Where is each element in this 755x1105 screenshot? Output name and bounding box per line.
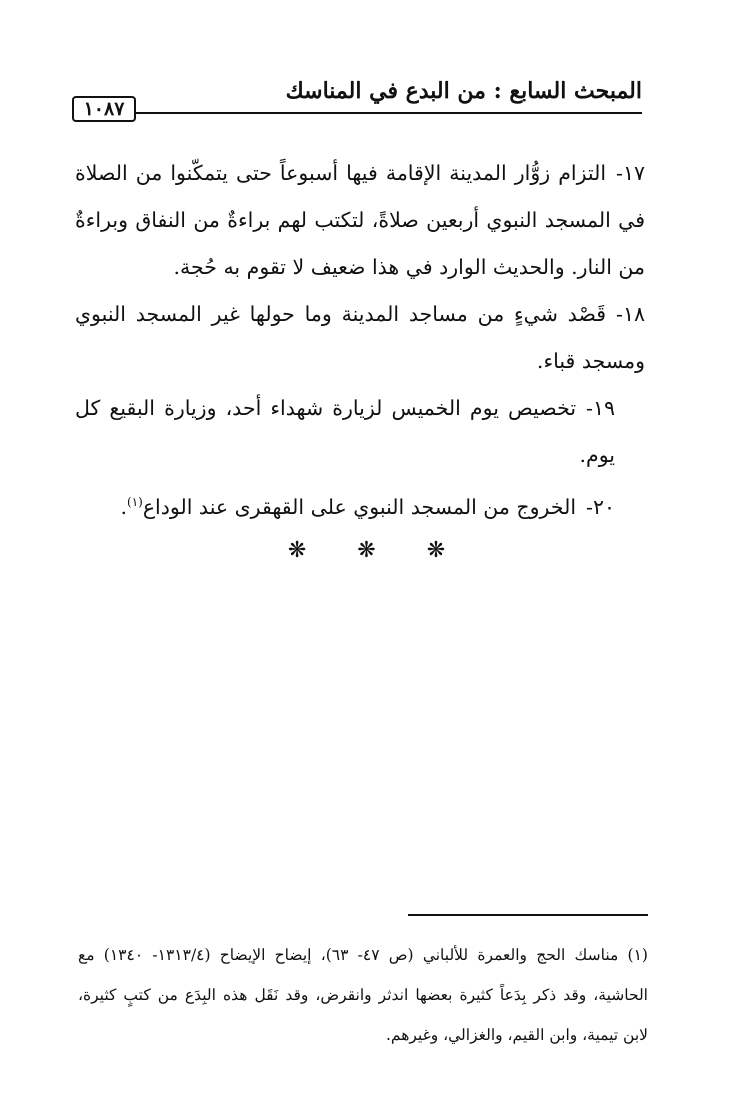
list-item-18 <box>75 291 645 385</box>
list-item-20 <box>75 479 645 531</box>
item-text: الخروج من المسجد النبوي على القهقرى عند الوداع <box>142 494 577 519</box>
item-text: تخصيص يوم الخميس لزيارة شهداء أحد، وزيارة البقيع كل يوم. <box>75 396 615 467</box>
item-number: ١٩- <box>586 396 615 420</box>
footnotes <box>78 935 648 1055</box>
item-end-punct: . <box>120 494 127 519</box>
footnote-reference[interactable]: (١) <box>127 495 143 509</box>
footnote-rule <box>408 914 648 916</box>
item-text: قَصْد شيءٍ من مساجد المدينة وما حولها غير المسجد النبوي ومسجد قباء. <box>75 302 645 373</box>
chapter-title: المبحث السابع : من البدع في المناسك <box>285 78 642 104</box>
header-rule <box>72 112 642 114</box>
page-number-badge: ١٠٨٧ <box>72 96 136 122</box>
item-number: ١٧- <box>616 161 645 185</box>
item-text: التزام زوُّار المدينة الإقامة فيها أسبوعاً حتى يتمكّنوا من الصلاة في المسجد النبوي أربعين صلاةً، لتكتب لهم براءةٌ من النفاق وبراءةٌ من النار. والحديث الوارد في هذا ضعيف لا تقوم به حُجة. <box>75 161 645 279</box>
section-separator: ❋ ❋ ❋ <box>287 538 468 563</box>
list-item-17 <box>75 150 645 291</box>
page-header <box>72 76 642 122</box>
item-number: ١٨- <box>616 302 645 326</box>
item-number: ٢٠- <box>586 494 615 519</box>
list-item-19 <box>75 385 645 479</box>
footnote-1: (١) مناسك الحج والعمرة للألباني (ص ٤٧- ٦٣)، إيضاح الإيضاح (١٣١٣/٤- ١٣٤٠) مع الحاشية، وقد ذكر بِدَعاً كثيرة بعضها اندثر وانقرض، وقد نَقَل هذه البِدَع من كتبٍ كثيرة، لابن تيمية، وابن القيم، والغزالي، وغيرهم. <box>78 946 648 1044</box>
body-text <box>75 150 645 531</box>
